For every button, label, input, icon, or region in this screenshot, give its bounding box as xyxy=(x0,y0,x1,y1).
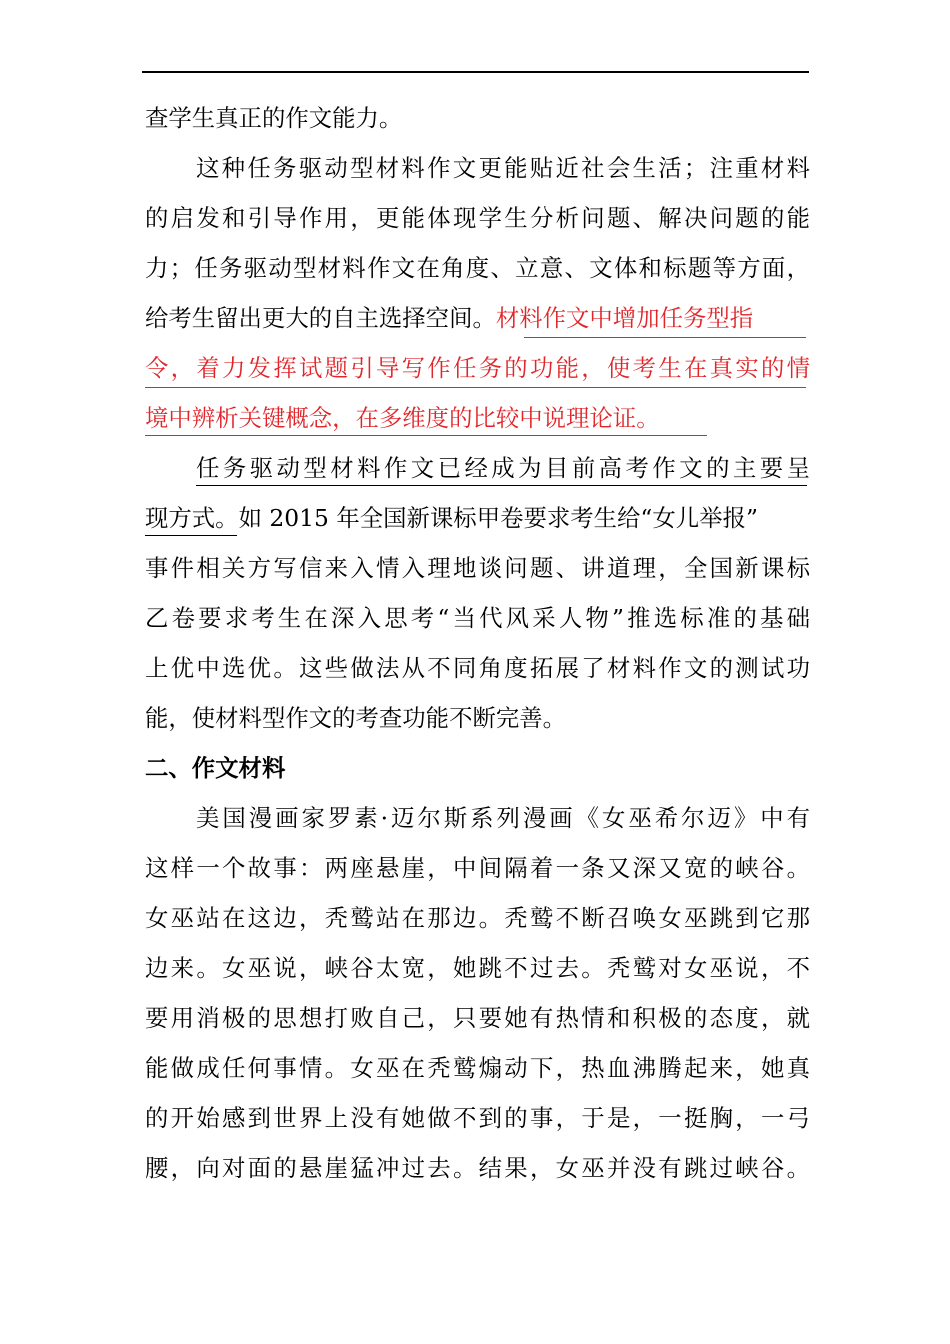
paragraph-line: 力；任务驱动型材料作文在角度、立意、文体和标题等方面， xyxy=(145,254,810,282)
paragraph-line: 女巫站在这边，秃鹫站在那边。秃鹫不断召唤女巫跳到它那 xyxy=(145,904,810,932)
paragraph-line: 要用消极的思想打败自己，只要她有热情和积极的态度，就 xyxy=(145,1004,810,1032)
paragraph-line xyxy=(145,303,810,333)
underline xyxy=(145,535,237,536)
emphasis-underline xyxy=(145,435,707,436)
paragraph-line: 这种任务驱动型材料作文更能贴近社会生活；注重材料 xyxy=(196,154,810,182)
section-heading: 二、作文材料 xyxy=(145,754,286,782)
paragraph-line: 美国漫画家罗素·迈尔斯系列漫画《女巫希尔迈》中有 xyxy=(196,804,810,832)
emphasis-text: 材料作文中增加任务型指 xyxy=(495,304,754,332)
paragraph-line: 腰，向对面的悬崖猛冲过去。结果，女巫并没有跳过峡谷。 xyxy=(145,1154,810,1182)
plain-text: 给考生留出更大的自主选择空间。 xyxy=(145,304,496,332)
paragraph-line: 任务驱动型材料作文已经成为目前高考作文的主要呈 xyxy=(196,454,810,482)
emphasis-line: 境中辨析关键概念，在多维度的比较中说理论证。 xyxy=(145,404,660,432)
underlined-text: 现方式。 xyxy=(145,504,239,532)
paragraph-line: 上优中选优。这些做法从不同角度拓展了材料作文的测试功 xyxy=(145,654,810,682)
paragraph-line: 这样一个故事：两座悬崖，中间隔着一条又深又宽的峡谷。 xyxy=(145,854,810,882)
paragraph-line: 查学生真正的作文能力。 xyxy=(145,104,403,132)
paragraph-line: 的开始感到世界上没有她做不到的事，于是，一挺胸，一弓 xyxy=(145,1104,810,1132)
paragraph-line xyxy=(145,503,810,533)
paragraph-line: 的启发和引导作用，更能体现学生分析问题、解决问题的能 xyxy=(145,204,810,232)
underline xyxy=(196,485,807,486)
paragraph-line: 事件相关方写信来入情入理地谈问题、讲道理，全国新课标 xyxy=(145,554,810,582)
emphasis-line: 令，着力发挥试题引导写作任务的功能，使考生在真实的情 xyxy=(145,354,810,382)
paragraph-line: 边来。女巫说，峡谷太宽，她跳不过去。秃鹫对女巫说，不 xyxy=(145,954,810,982)
emphasis-underline xyxy=(524,337,806,338)
paragraph-line: 乙卷要求考生在深入思考“当代风采人物”推选标准的基础 xyxy=(145,604,810,632)
paragraph-line: 能，使材料型作文的考查功能不断完善。 xyxy=(145,704,567,732)
emphasis-underline xyxy=(145,387,806,388)
header-rule xyxy=(142,71,809,73)
plain-text: 如 2015 年全国新课标甲卷要求考生给“女儿举报” xyxy=(238,504,758,532)
paragraph-line: 能做成任何事情。女巫在秃鹫煽动下，热血沸腾起来，她真 xyxy=(145,1054,810,1082)
